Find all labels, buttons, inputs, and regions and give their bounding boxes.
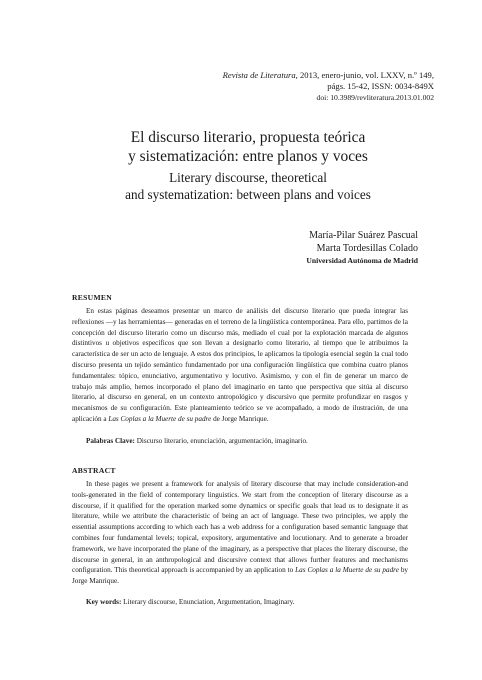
abstract-text bbox=[72, 479, 408, 587]
resumen-text-main: En estas páginas deseamos presentar un marco de análisis del discurso literario que pueda integrar las reflexiones —y las herramientas— generadas en el terreno de la lingüística contemporánea. Para ello, partimos de la concepción del discurso literario como un discurso más, mediado el cual por la explotación marcada de algunos distintivos u objetivos específicos que son llevan a designarlo como literario, al tiempo que le atribuimos la característica de ser un acto de lenguaje. A estos dos principios, le aplicamos la tipología esencial según la cual todo discurso presenta un tejido semántico fundamentado por una configuración lingüística que combina cuatro planos fundamentales: tópico, enunciativo, argumentativo y locutivo. Asimismo, y con el fin de generar un marco de trabajo más amplio, hemos incorporado el plano del imaginario en tanto que perspectiva que sitúa al discurso literario, al discurso en general, en un contexto antropológico y discursivo que permite profundizar en rasgos y mecanismos de su configuración. Este planteamiento teórico se ve acompañado, a modo de ilustración, de una aplicación a bbox=[72, 307, 408, 423]
title-english-line1: Literary discourse, theoretical bbox=[169, 170, 327, 185]
title-block bbox=[80, 128, 416, 203]
abstract-keywords-list: Literary discourse, Enunciation, Argumentation, Imaginary. bbox=[123, 598, 295, 606]
author-1: María-Pilar Suárez Pascual bbox=[309, 230, 418, 241]
resumen-text-italic: Las Coplas a la Muerte de su padre bbox=[108, 414, 212, 423]
journal-citation bbox=[134, 70, 434, 81]
resumen-keywords bbox=[86, 436, 408, 447]
doi: doi: 10.3989/revliteratura.2013.01.002 bbox=[316, 93, 434, 103]
abstract-keywords bbox=[86, 597, 408, 608]
title-spanish-line1: El discurso literario, propuesta teórica bbox=[130, 129, 366, 146]
abstract-heading: ABSTRACT bbox=[72, 466, 116, 475]
abstract-text-main: In these pages we present a framework for analysis of literary discourse that may include consideration-and tools-generated in the field of contemporary linguistics. We start from the conception of literary discourse as a discourse, if it qualified for the operation marked some dynamics or specific goals that lead us to designate it as literature, while we attribute the characteristic of being an act of language. These two principles, we apply the essential assumptions according to which each has a web address for a configuration based semantic language that combines four fundamental levels; topical, expository, argumentative and locutionary. And to generate a broader framework, we have incorporated the plane of the imaginary, as a perspective that places the literary discourse, the discourse in general, in an anthropological and discursive context that allows further features and mechanisms configuration. This theoretical approach is accompanied by an application to bbox=[72, 480, 408, 575]
resumen-heading: RESUMEN bbox=[72, 293, 113, 302]
abstract-text-end: by Jorge Manrique. bbox=[72, 566, 409, 586]
resumen-text-end: de Jorge Manrique. bbox=[213, 414, 269, 423]
author-2: Marta Tordesillas Colado bbox=[316, 242, 418, 254]
resumen-keywords-label: Palabras Clave: bbox=[86, 437, 135, 445]
journal-name: Revista de Literatura, bbox=[222, 70, 298, 80]
citation-header bbox=[134, 70, 434, 104]
resumen-text bbox=[72, 306, 408, 425]
abstract-keywords-label: Key words: bbox=[86, 598, 122, 606]
resumen-keywords-list: Discurso literario, enunciación, argumentación, imaginario. bbox=[136, 437, 308, 445]
title-english bbox=[80, 170, 416, 203]
title-spanish-line2: y sistematización: entre planos y voces bbox=[128, 148, 368, 165]
authors-block bbox=[306, 230, 418, 268]
abstract-text-italic: Las Coplas a la Muerte de su padre bbox=[295, 566, 399, 575]
title-english-line2: and systematization: between plans and voices bbox=[125, 186, 371, 202]
affiliation: Universidad Autónoma de Madrid bbox=[306, 256, 418, 265]
journal-volume: 2013, enero-junio, vol. LXXV, n.º 149, bbox=[299, 70, 434, 80]
pages-issn: págs. 15-42, ISSN: 0034-849X bbox=[327, 81, 434, 92]
title-spanish bbox=[80, 128, 416, 166]
